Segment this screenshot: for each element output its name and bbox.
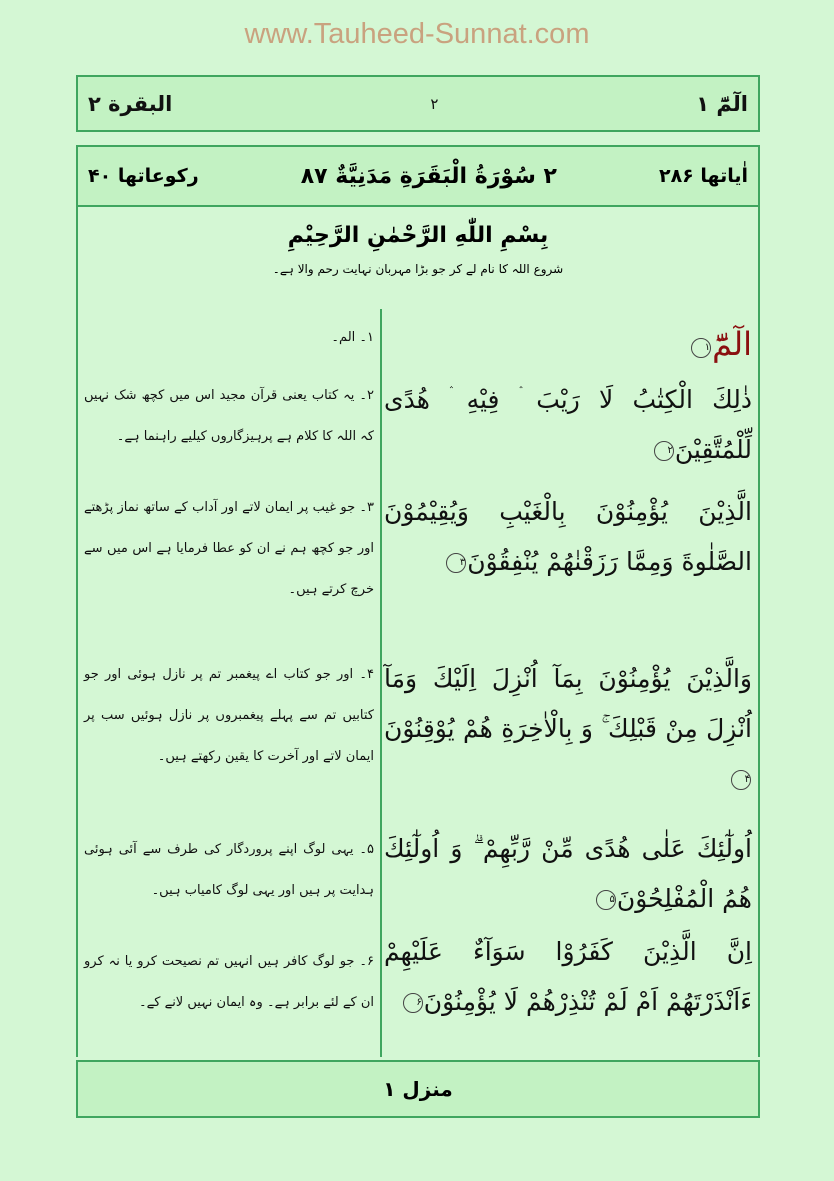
ayah-marker-icon: ۳ bbox=[446, 553, 466, 573]
verse-translation: ۲۔ یہ کتاب یعنی قرآن مجید اس میں کچھ شک نہیں کہ اللہ کا کلام ہے پرہیزگاروں کیلیے راہنما ہے۔ bbox=[84, 388, 374, 444]
page-body bbox=[76, 145, 760, 1057]
verse-arabic: الَّذِيْنَ يُؤْمِنُوْنَ بِالْغَيْبِ وَيُقِيْمُوْنَ الصَّلٰوةَ وَمِمَّا رَزَقْنٰهُمْ يُنْفِقُوْنَ۳ bbox=[384, 497, 752, 576]
page-number: ۲ bbox=[430, 94, 439, 113]
verse-translation: ۵۔ یہی لوگ اپنے پروردگار کی طرف سے آئی ہوئی ہدایت پر ہیں اور یہی لوگ کامیاب ہیں۔ bbox=[84, 842, 374, 898]
juz-label: الٓمّٓ ۱ bbox=[696, 91, 748, 116]
verse-translation: ۳۔ جو غیب پر ایمان لاتے اور آداب کے ساتھ نماز پڑھتے اور جو کچھ ہم نے ان کو عطا فرمایا ہے اس میں سے خرچ کرتے ہیں۔ bbox=[84, 500, 374, 597]
verse-arabic: وَالَّذِيْنَ يُؤْمِنُوْنَ بِمَآ اُنْزِلَ اِلَيْكَ وَمَآ اُنْزِلَ مِنْ قَبْلِكَ ۚ وَ بِالْاٰخِرَةِ هُمْ يُوْقِنُوْنَ۴ bbox=[384, 654, 752, 804]
watermark: www.Tauheed-Sunnat.com bbox=[244, 18, 590, 50]
verse-arabic: اِنَّ الَّذِيْنَ كَفَرُوْا سَوَآءٌ عَلَيْهِمْ ءَاَنْذَرْتَهُمْ اَمْ لَمْ تُنْذِرْهُمْ لَا يُؤْمِنُوْنَ۶ bbox=[384, 937, 752, 1016]
verse-translation: ۴۔ اور جو کتاب اے پیغمبر تم پر نازل ہوئی اور جو کتابیں تم سے پہلے پیغمبروں پر نازل ہوئیں سب پر ایمان لاتے اور آخرت کا یقین رکھتے ہیں۔ bbox=[84, 667, 374, 764]
verse-arabic: الٓمّٓ۱ bbox=[384, 319, 752, 372]
ayat-count: اٰیاتها ۲۸۶ bbox=[658, 165, 748, 187]
ayah-marker-icon: ۶ bbox=[403, 993, 423, 1013]
ayah-marker-icon: ۲ bbox=[654, 441, 674, 461]
surah-label: البقرة ۲ bbox=[88, 91, 173, 116]
verse-arabic: اُولٰٓئِكَ عَلٰى هُدًى مِّنْ رَّبِّهِمْ ۗ وَ اُولٰٓئِكَ هُمُ الْمُفْلِحُوْنَ۵ bbox=[384, 834, 752, 913]
verse-translation: ۶۔ جو لوگ کافر ہیں انہیں تم نصیحت کرو یا نہ کرو ان کے لئے برابر ہے۔ وہ ایمان نہیں لانے کے۔ bbox=[84, 954, 374, 1010]
verse-translation: ۱۔ الم۔ bbox=[331, 330, 374, 345]
bismillah: بِسْمِ اللّٰهِ الرَّحْمٰنِ الرَّحِيْمِ bbox=[287, 223, 549, 248]
page-header bbox=[76, 75, 760, 132]
ruku-count: رکوعاتها ۴۰ bbox=[88, 165, 199, 187]
column-divider bbox=[380, 309, 382, 1057]
bismillah-translation: شروع اللہ کا نام لے کر جو بڑا مہربان نہایت رحم والا ہے۔ bbox=[272, 262, 564, 276]
manzil-label: منزل ۱ bbox=[383, 1077, 453, 1101]
surah-title-bar bbox=[78, 147, 758, 207]
verse-arabic: ذٰلِكَ الْكِتٰبُ لَا رَيْبَ ۛ فِيْهِ ۛ هُدًى لِّلْمُتَّقِيْنَ۲ bbox=[384, 385, 752, 464]
ayah-marker-icon: ۵ bbox=[596, 890, 616, 910]
ayah-marker-icon: ۱ bbox=[691, 338, 711, 358]
page-footer bbox=[76, 1060, 760, 1118]
ayah-marker-icon: ۴ bbox=[731, 770, 751, 790]
verses-table bbox=[78, 309, 758, 1057]
surah-title: ۲ سُوْرَةُ الْبَقَرَةِ مَدَنِيَّةٌ ۸۷ bbox=[300, 163, 557, 189]
